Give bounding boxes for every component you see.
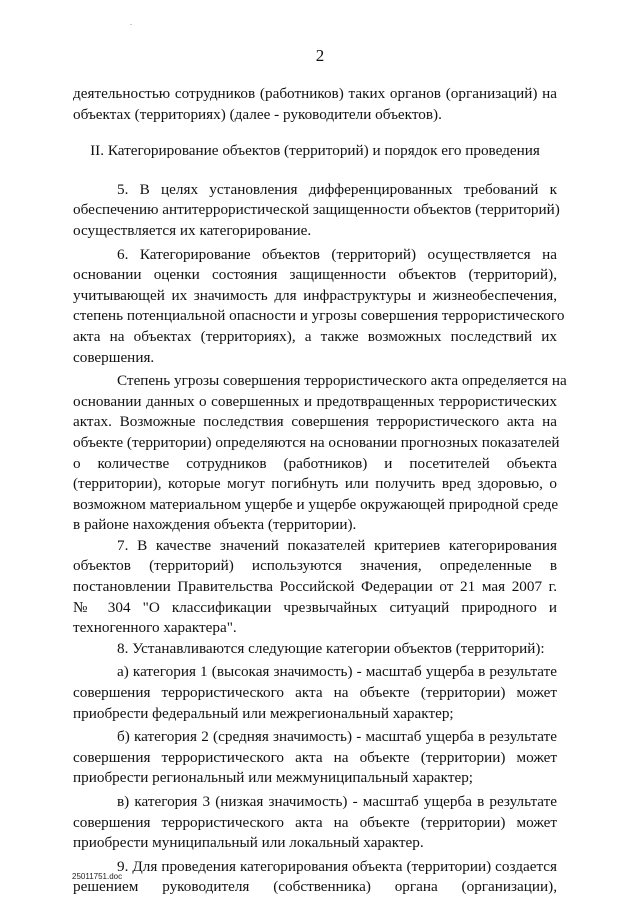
text-line: объектов (территорий) используются значения, определенные в bbox=[73, 557, 557, 575]
text-line: деятельностью сотрудников (работников) таких органов (организаций) на bbox=[73, 85, 557, 102]
document-body bbox=[73, 84, 567, 898]
text-line: осуществляется их категорирование. bbox=[73, 221, 312, 239]
text-line: актах. Возможные последствия совершения террористического акта на bbox=[73, 413, 557, 431]
text-line: в) категория 3 (низкая значимость) - масштаб ущерба в результате bbox=[117, 793, 557, 810]
text-line: 5. В целях установления дифференцированных требований к bbox=[117, 180, 557, 198]
page-number: 2 bbox=[315, 46, 325, 65]
paragraph-6 bbox=[73, 245, 565, 369]
text-line: степень потенциальной опасности и угрозы совершения террористического bbox=[73, 307, 565, 325]
text-line: 9. Для проведения категорирования объекта (территории) создается bbox=[117, 857, 557, 875]
text-line: совершения террористического акта на объекте (территории) может bbox=[73, 813, 557, 831]
text-line: возможном материальном ущербе и ущербе окружающей природной среде bbox=[73, 495, 559, 513]
text-line: 7. В качестве значений показателей критериев категорирования bbox=[117, 536, 557, 554]
text-line: 6. Категорирование объектов (территорий) осуществляется на bbox=[117, 245, 557, 263]
text-line: о количестве сотрудников (работников) и посетителей объекта bbox=[73, 454, 557, 472]
text-line: объекте (территории) определяются на основании прогнозных показателей bbox=[73, 433, 560, 451]
paragraph-8a bbox=[73, 662, 557, 724]
text-line: (территории), которые могут погибнуть или получить вред здоровью, о bbox=[73, 475, 557, 493]
text-line: а) категория 1 (высокая значимость) - масштаб ущерба в результате bbox=[117, 663, 557, 681]
text-line: б) категория 2 (средняя значимость) - масштаб ущерба в результате bbox=[117, 728, 557, 746]
text-line: приобрести муниципальный или локальный характер. bbox=[73, 834, 424, 852]
paragraph-8c bbox=[73, 792, 557, 854]
paragraph-6-continued bbox=[73, 371, 567, 536]
text-line: акта на объектах (территориях), а также возможных последствий их bbox=[73, 327, 557, 345]
paragraph-8b bbox=[73, 727, 557, 789]
text-line: техногенного характера". bbox=[73, 619, 237, 637]
text-line: Степень угрозы совершения террористического акта определяется на bbox=[117, 372, 567, 390]
text-line: решением руководителя (собственника) органа (организации), bbox=[73, 878, 557, 896]
scan-artifact bbox=[130, 24, 132, 25]
text-line: обеспечению антитеррористической защищенности объектов (территорий) bbox=[73, 201, 560, 219]
text-line: учитывающей их значимость для инфраструктуры и жизнеобеспечения, bbox=[73, 286, 557, 304]
text-line: совершения террористического акта на объекте (территории) может bbox=[73, 748, 557, 766]
section-heading: II. Категорирование объектов (территорий) и порядок его проведения bbox=[90, 142, 540, 160]
text-line: приобрести федеральный или межрегиональный характер; bbox=[73, 704, 454, 722]
text-line: приобрести региональный или межмуниципальный характер; bbox=[73, 769, 474, 787]
text-line: основании оценки состояния защищенности объектов (территорий), bbox=[73, 266, 557, 284]
paragraph-8 bbox=[73, 639, 557, 660]
text-line: в районе нахождения объекта (территории). bbox=[73, 516, 357, 534]
document-footer-filename: 25011751.doc bbox=[72, 872, 123, 881]
paragraph-5 bbox=[73, 180, 560, 242]
intro-paragraph bbox=[73, 84, 557, 125]
text-line: № 304 "О классификации чрезвычайных ситуаций природного и bbox=[73, 598, 557, 616]
paragraph-7 bbox=[73, 536, 557, 639]
text-line: объектах (территориях) (далее - руководители объектов). bbox=[73, 105, 442, 123]
text-line: постановлении Правительства Российской Федерации от 21 мая 2007 г. bbox=[73, 578, 557, 596]
paragraph-9 bbox=[73, 857, 557, 898]
text-line: совершения террористического акта на объекте (территории) может bbox=[73, 684, 557, 702]
text-line: 8. Устанавливаются следующие категории объектов (территорий): bbox=[117, 639, 545, 657]
text-line: основании данных о совершенных и предотвращенных террористических bbox=[73, 392, 557, 410]
text-line: совершения. bbox=[73, 348, 155, 366]
